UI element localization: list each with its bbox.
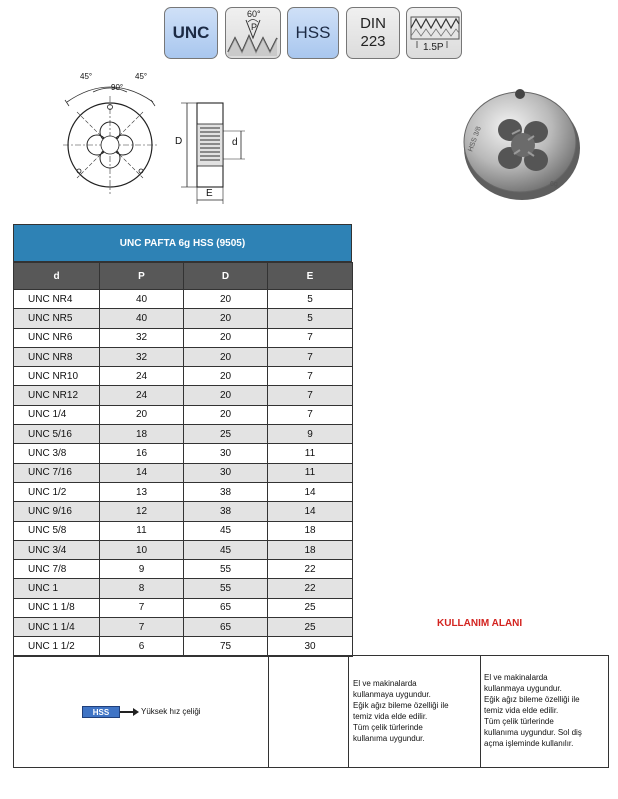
cell-P: 24 <box>100 367 184 386</box>
cell-E: 25 <box>268 598 353 617</box>
cell-d: UNC 5/8 <box>14 521 100 540</box>
usage-divider <box>268 656 269 767</box>
angle-label: 60° <box>247 9 261 19</box>
table-row <box>14 386 353 405</box>
din-badge-label: DIN 223 <box>360 15 386 50</box>
cell-D: 65 <box>184 618 268 637</box>
unc-badge <box>164 7 218 59</box>
cell-P: 14 <box>100 463 184 482</box>
desc-line: temiz vida elde edilir. <box>484 706 559 715</box>
cell-P: 12 <box>100 502 184 521</box>
cell-D: 30 <box>184 463 268 482</box>
desc-line: kullanıma uygundur. Sol diş <box>484 728 582 737</box>
cell-d: UNC 1 1/8 <box>14 598 100 617</box>
hss-badge-label: HSS <box>295 23 331 42</box>
table-header-row <box>14 263 353 290</box>
photo-engraving-2: 6g <box>550 181 558 188</box>
cell-P: 20 <box>100 405 184 424</box>
cell-P: 40 <box>100 309 184 328</box>
cell-P: 13 <box>100 482 184 501</box>
cell-P: 32 <box>100 347 184 366</box>
thread-angle-badge <box>225 7 281 59</box>
cell-E: 7 <box>268 367 353 386</box>
table-row <box>14 482 353 501</box>
usage-divider <box>348 656 349 767</box>
die-product-image <box>450 82 590 202</box>
cell-E: 7 <box>268 386 353 405</box>
cell-E: 14 <box>268 482 353 501</box>
table-row <box>14 637 353 656</box>
cell-d: UNC 9/16 <box>14 502 100 521</box>
table-row <box>14 579 353 598</box>
cell-E: 22 <box>268 579 353 598</box>
table-row <box>14 309 353 328</box>
table-body <box>14 290 353 657</box>
dim-D-label: D <box>175 136 183 147</box>
cell-E: 25 <box>268 618 353 637</box>
cell-E: 30 <box>268 637 353 656</box>
header-P: P <box>100 263 184 290</box>
cell-d: UNC NR12 <box>14 386 100 405</box>
hss-legend-badge: HSS <box>82 706 120 718</box>
angle-top-label: 90° <box>111 83 124 92</box>
cell-d: UNC 7/8 <box>14 560 100 579</box>
header-d: d <box>14 263 100 290</box>
cell-D: 55 <box>184 579 268 598</box>
unc-badge-label: UNC <box>172 23 210 42</box>
pitch-mark-label: P <box>251 22 258 32</box>
angle-left-label: 45° <box>80 72 93 81</box>
cell-E: 7 <box>268 405 353 424</box>
cell-P: 8 <box>100 579 184 598</box>
cell-E: 5 <box>268 290 353 309</box>
table-row <box>14 367 353 386</box>
usage-description-left <box>353 678 449 744</box>
angle-right-label: 45° <box>135 72 148 81</box>
cell-D: 75 <box>184 637 268 656</box>
cell-P: 24 <box>100 386 184 405</box>
cell-d: UNC 3/8 <box>14 444 100 463</box>
table-row <box>14 502 353 521</box>
cell-P: 11 <box>100 521 184 540</box>
cell-d: UNC NR8 <box>14 347 100 366</box>
cell-D: 30 <box>184 444 268 463</box>
cell-E: 11 <box>268 463 353 482</box>
table-row <box>14 560 353 579</box>
header-E: E <box>268 263 353 290</box>
dim-E-label: E <box>206 188 213 199</box>
arrow-icon <box>120 711 134 713</box>
cell-D: 55 <box>184 560 268 579</box>
spec-table <box>13 224 352 657</box>
table-row <box>14 598 353 617</box>
table-row <box>14 444 353 463</box>
desc-line: kullanmaya uygundur. <box>353 690 431 699</box>
cell-d: UNC 1 1/4 <box>14 618 100 637</box>
cell-d: UNC 1 <box>14 579 100 598</box>
din-badge <box>346 7 400 59</box>
cell-P: 7 <box>100 618 184 637</box>
desc-line: Eğik ağız bileme özelliği ile <box>484 695 580 704</box>
cell-d: UNC 1 1/2 <box>14 637 100 656</box>
cell-P: 32 <box>100 328 184 347</box>
hss-legend-label: Yüksek hız çeliği <box>141 707 201 716</box>
cell-D: 20 <box>184 347 268 366</box>
cell-E: 18 <box>268 540 353 559</box>
cell-d: UNC 1/2 <box>14 482 100 501</box>
desc-line: kullanmaya uygundur. <box>484 684 562 693</box>
cell-P: 40 <box>100 290 184 309</box>
table-title: UNC PAFTA 6g HSS (9505) <box>13 224 352 262</box>
cell-d: UNC 1/4 <box>14 405 100 424</box>
cell-P: 10 <box>100 540 184 559</box>
cell-D: 20 <box>184 328 268 347</box>
table-row <box>14 618 353 637</box>
table-row <box>14 521 353 540</box>
cell-E: 14 <box>268 502 353 521</box>
cell-D: 20 <box>184 290 268 309</box>
cell-d: UNC 5/16 <box>14 425 100 444</box>
cell-D: 20 <box>184 405 268 424</box>
desc-line: kullanıma uygundur. <box>353 734 425 743</box>
desc-line: Tüm çelik türlerinde <box>353 723 423 732</box>
desc-line: temiz vida elde edilir. <box>353 712 428 721</box>
cell-d: UNC 3/4 <box>14 540 100 559</box>
cell-D: 20 <box>184 309 268 328</box>
table-row <box>14 405 353 424</box>
pitch-class-badge <box>406 7 462 59</box>
table-row <box>14 425 353 444</box>
cell-E: 7 <box>268 347 353 366</box>
cell-D: 20 <box>184 386 268 405</box>
cell-D: 38 <box>184 502 268 521</box>
cell-D: 45 <box>184 521 268 540</box>
desc-line: açma işleminde kullanılır. <box>484 739 574 748</box>
hss-badge <box>287 7 339 59</box>
cell-D: 45 <box>184 540 268 559</box>
cell-D: 20 <box>184 367 268 386</box>
cell-P: 16 <box>100 444 184 463</box>
cell-P: 7 <box>100 598 184 617</box>
pitch-class-label: 1.5P <box>423 42 444 53</box>
cell-P: 6 <box>100 637 184 656</box>
cell-E: 22 <box>268 560 353 579</box>
dim-d-label: d <box>232 137 238 148</box>
usage-heading: KULLANIM ALANI <box>437 618 523 629</box>
cell-d: UNC NR5 <box>14 309 100 328</box>
desc-line: Eğik ağız bileme özelliği ile <box>353 701 449 710</box>
cell-d: UNC 7/16 <box>14 463 100 482</box>
table-row <box>14 328 353 347</box>
cell-E: 5 <box>268 309 353 328</box>
desc-line: Tüm çelik türlerinde <box>484 717 554 726</box>
cell-P: 18 <box>100 425 184 444</box>
table-row <box>14 347 353 366</box>
cell-D: 65 <box>184 598 268 617</box>
table-row <box>14 290 353 309</box>
header-D: D <box>184 263 268 290</box>
cell-d: UNC NR6 <box>14 328 100 347</box>
desc-line: El ve makinalarda <box>484 673 548 682</box>
table-row <box>14 463 353 482</box>
cell-E: 18 <box>268 521 353 540</box>
cell-D: 38 <box>184 482 268 501</box>
cell-P: 9 <box>100 560 184 579</box>
cell-E: 7 <box>268 328 353 347</box>
cell-d: UNC NR4 <box>14 290 100 309</box>
usage-description-right <box>484 672 582 749</box>
cell-E: 11 <box>268 444 353 463</box>
cell-d: UNC NR10 <box>14 367 100 386</box>
arrowhead-icon <box>133 708 139 716</box>
cell-E: 9 <box>268 425 353 444</box>
cell-D: 25 <box>184 425 268 444</box>
usage-divider <box>480 656 481 767</box>
desc-line: El ve makinalarda <box>353 679 417 688</box>
table-row <box>14 540 353 559</box>
photo-engraving: HSS 3/8 <box>467 125 483 153</box>
